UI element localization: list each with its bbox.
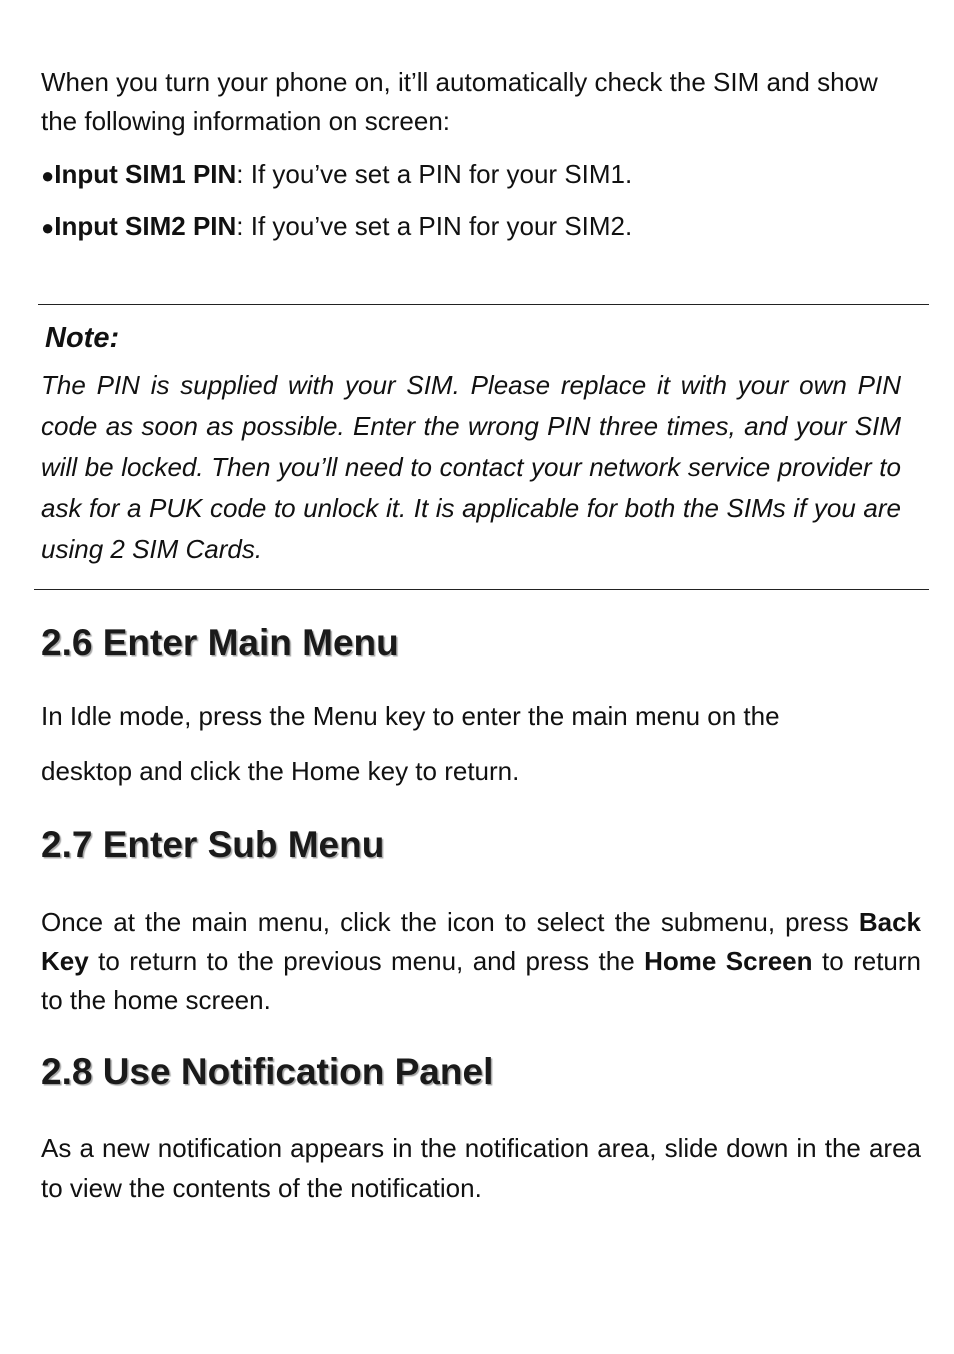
heading-main-menu: 2.6 Enter Main Menu — [41, 622, 399, 663]
sub-menu-text-c: to return to the home screen. — [41, 946, 922, 1015]
bullet-dot-icon: ● — [41, 215, 55, 240]
heading-sub-menu: 2.7 Enter Sub Menu — [41, 824, 385, 865]
intro-paragraph: When you turn your phone on, it’ll automatically check the SIM and show the following information on screen: — [41, 67, 878, 136]
note-title: Note: — [45, 322, 120, 354]
bullet-sim2 — [41, 209, 632, 245]
bullet-sim2-text: : If you’ve set a PIN for your SIM2. — [236, 211, 633, 241]
bullet-sim1 — [41, 157, 632, 193]
bullet-sim1-label: Input SIM1 PIN — [54, 159, 237, 189]
note-bottom-divider — [34, 589, 929, 590]
bullet-dot-icon: ● — [41, 163, 55, 188]
bullet-sim2-label: Input SIM2 PIN — [54, 211, 237, 241]
bullet-sim1-text: : If you’ve set a PIN for your SIM1. — [236, 159, 633, 189]
note-top-divider — [38, 304, 929, 305]
sub-menu-text-a: Once at the main menu, click the icon to select the submenu, press — [41, 907, 859, 937]
note-body: The PIN is supplied with your SIM. Please replace it with your own PIN code as soon as possible. Enter the wrong PIN three times, and your SIM will be locked. Then you’ll need to contact your network service provider to ask for a PUK code to unlock it. It is applicable for both the SIMs if you are using 2 SIM Cards. — [41, 370, 901, 564]
home-screen-label: Home Screen — [644, 946, 813, 976]
sub-menu-paragraph — [41, 903, 921, 1020]
notification-panel-paragraph: As a new notification appears in the notification area, slide down in the area to view the contents of the notification. — [41, 1133, 921, 1203]
main-menu-line-2: desktop and click the Home key to return. — [41, 756, 520, 786]
sub-menu-text-b: to return to the previous menu, and press the — [88, 946, 645, 976]
back-key-label: Back Key — [41, 907, 921, 976]
heading-notification-panel: 2.8 Use Notification Panel — [41, 1051, 494, 1092]
main-menu-line-1: In Idle mode, press the Menu key to enter the main menu on the — [41, 701, 780, 731]
